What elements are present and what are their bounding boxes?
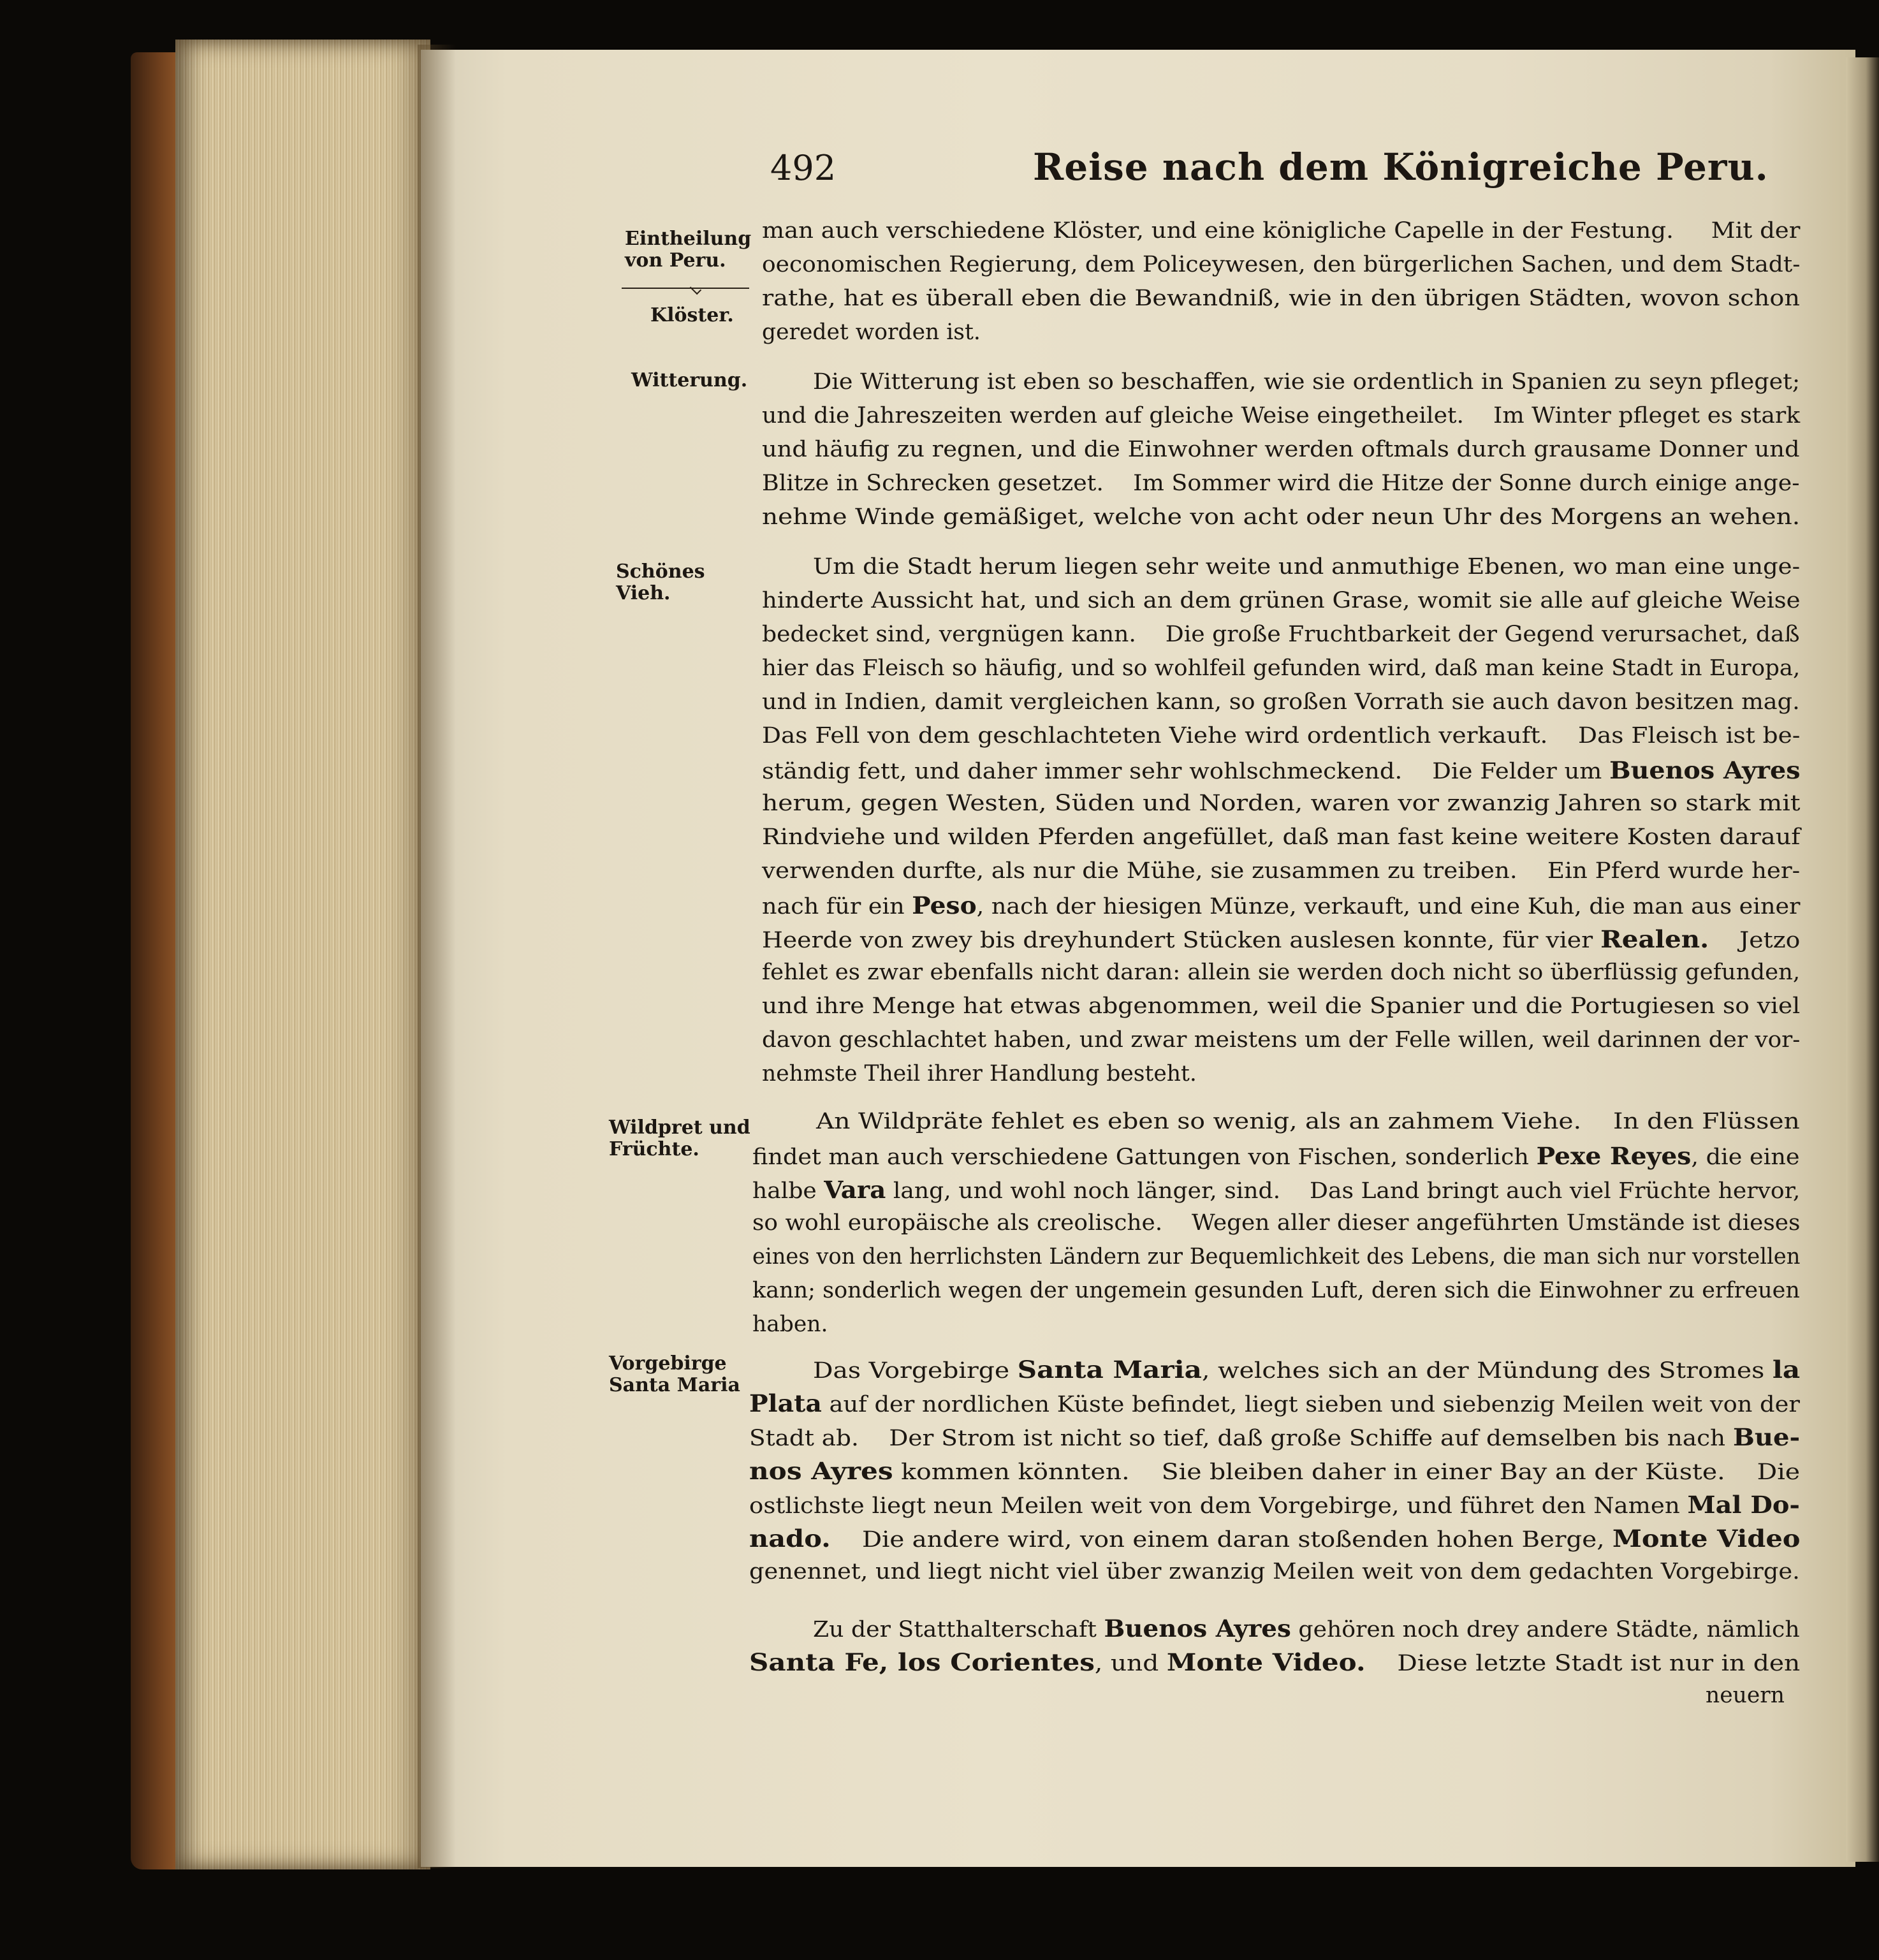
margin-note-schoenes-vieh: Schönes Vieh. bbox=[616, 560, 705, 604]
text-run: nehmste Theil ihrer Handlung besteht. bbox=[762, 1061, 1197, 1086]
running-title: Reise nach dem Königreiche Peru. bbox=[1033, 145, 1769, 189]
text-line bbox=[752, 1246, 1800, 1268]
text-run: findet man auch verschiedene Gattungen von Fischen, sonderlich bbox=[752, 1145, 1537, 1170]
text-run: bedecket sind, vergnügen kann. Die große Fruchtbarkeit der Gegend verursachet, daß bbox=[762, 622, 1800, 647]
page-edges bbox=[175, 40, 430, 1869]
emphasized-term: Mal Do- bbox=[1687, 1491, 1800, 1519]
margin-note-witterung: Witterung. bbox=[631, 369, 748, 391]
text-run: eines von den herrlichsten Ländern zur Bequemlichkeit des Lebens, die man sich nur vorstellen bbox=[752, 1244, 1801, 1269]
text-run: ostlichste liegt neun Meilen weit von dem Vorgebirge, und führet den Namen bbox=[749, 1493, 1688, 1519]
text-line bbox=[762, 220, 1800, 242]
text-run: gehören noch drey andere Städte, nämlich bbox=[1290, 1617, 1800, 1642]
text-line bbox=[749, 1527, 1801, 1551]
text-line bbox=[762, 506, 1800, 529]
text-run: kann; sonderlich wegen der ungemein gesunden Luft, deren sich die Einwohner zu erfreuen bbox=[752, 1278, 1800, 1303]
text-line bbox=[762, 657, 1800, 680]
text-line bbox=[749, 1493, 1800, 1518]
text-run: genennet, und liegt nicht viel über zwanzig Meilen weit von dem gedachten Vorgebirge. bbox=[749, 1559, 1800, 1584]
text-run: und die Jahreszeiten werden auf gleiche Weise eingetheilet. Im Winter pfleget es stark bbox=[762, 403, 1801, 428]
text-run: rathe, hat es überall eben die Bewandniß, wie in den übrigen Städten, wovon schon bbox=[762, 286, 1800, 311]
text-run: fehlet es zwar ebenfalls nicht daran: allein sie werden doch nicht so überflüssig gefunden, bbox=[762, 960, 1801, 985]
text-line bbox=[749, 1459, 1800, 1484]
text-run: haben. bbox=[752, 1312, 828, 1337]
text-run: geredet worden ist. bbox=[762, 319, 981, 345]
text-line bbox=[816, 1111, 1800, 1133]
text-run: und ihre Menge hat etwas abgenommen, weil die Spanier und die Portugiesen so viel bbox=[762, 993, 1801, 1019]
emphasized-term: la bbox=[1772, 1356, 1801, 1384]
emphasized-term: Buenos Ayres bbox=[1104, 1614, 1291, 1642]
text-run: man auch verschiedene Klöster, und eine königliche Capelle in der Festung. Mit der bbox=[762, 218, 1801, 244]
emphasized-term: nado. bbox=[749, 1525, 831, 1553]
text-line bbox=[749, 1561, 1800, 1583]
text-line bbox=[752, 1280, 1800, 1302]
text-run: und in Indien, damit vergleichen kann, so großen Vorrath sie auch davon besitzen mag. bbox=[762, 689, 1800, 715]
text-line bbox=[762, 891, 1801, 919]
text-line bbox=[762, 756, 1801, 784]
text-line bbox=[762, 321, 981, 344]
gutter-shadow bbox=[418, 45, 456, 1868]
emphasized-term: Pexe Reyes bbox=[1536, 1142, 1692, 1170]
text-run: Um die Stadt herum liegen sehr weite und anmuthige Ebenen, wo man eine unge- bbox=[813, 554, 1801, 580]
text-line bbox=[813, 371, 1800, 393]
page-number: 492 bbox=[770, 148, 837, 188]
text-run: halbe bbox=[752, 1178, 824, 1204]
emphasized-term: Peso bbox=[912, 891, 977, 919]
text-run: , die eine bbox=[1691, 1145, 1800, 1170]
text-run: auf der nordlichen Küste befindet, liegt sieben und siebenzig Meilen weit von der bbox=[821, 1392, 1800, 1417]
text-line bbox=[762, 254, 1800, 276]
text-line bbox=[762, 725, 1800, 747]
text-line bbox=[762, 439, 1800, 461]
text-run: Jetzo bbox=[1709, 928, 1801, 953]
emphasized-term: Santa Fe, los Corientes bbox=[749, 1648, 1095, 1676]
emphasized-term: Buenos Ayres bbox=[1609, 756, 1801, 784]
margin-note-wildpret: Wildpret und Früchte. bbox=[609, 1116, 750, 1160]
text-run: , und bbox=[1094, 1651, 1167, 1676]
text-line bbox=[762, 288, 1800, 310]
text-run: davon geschlachtet haben, und zwar meistens um der Felle willen, weil darinnen der vor- bbox=[762, 1027, 1801, 1053]
text-line bbox=[762, 691, 1800, 713]
facing-page-edge bbox=[1846, 57, 1879, 1862]
text-run: lang, und wohl noch länger, sind. Das Land bringt auch viel Früchte hervor, bbox=[886, 1178, 1801, 1204]
text-line bbox=[813, 1614, 1800, 1642]
emphasized-term: Bue- bbox=[1733, 1423, 1801, 1451]
text-run: Das Vorgebirge bbox=[813, 1358, 1018, 1384]
text-line bbox=[762, 405, 1800, 427]
text-run: kommen könnten. Sie bleiben daher in einer Bay an der Küste. Die bbox=[893, 1459, 1801, 1485]
text-run: nach für ein bbox=[762, 894, 912, 919]
margin-note-vorgebirge: Vorgebirge Santa Maria bbox=[609, 1352, 740, 1396]
text-run: Rindviehe und wilden Pferden angefüllet, daß man fast keine weitere Kosten darauf bbox=[762, 824, 1801, 850]
emphasized-term: nos Ayres bbox=[749, 1457, 893, 1485]
margin-note-eintheilung: Eintheilung von Peru. bbox=[625, 228, 752, 272]
book-page bbox=[421, 50, 1855, 1867]
text-run: Zu der Statthalterschaft bbox=[813, 1617, 1104, 1642]
emphasized-term: Plata bbox=[749, 1389, 822, 1417]
text-run: oeconomischen Regierung, dem Policeywesen, den bürgerlichen Sachen, und dem Stadt- bbox=[762, 252, 1801, 277]
text-run: Die andere wird, von einem daran stoßenden hohen Berge, bbox=[830, 1527, 1612, 1553]
emphasized-term: Santa Maria bbox=[1017, 1356, 1202, 1384]
text-run: Heerde von zwey bis dreyhundert Stücken auslesen konnte, für vier bbox=[762, 928, 1601, 953]
text-run: so wohl europäische als creolische. Wegen aller dieser angeführten Umstände ist dieses bbox=[752, 1210, 1801, 1236]
margin-brace-line bbox=[622, 288, 749, 289]
emphasized-term: Monte Video. bbox=[1166, 1648, 1366, 1676]
text-run: Blitze in Schrecken gesetzet. Im Sommer wird die Hitze der Sonne durch einige ange- bbox=[762, 471, 1800, 496]
emphasized-term: Monte Video bbox=[1612, 1525, 1801, 1553]
text-line bbox=[752, 1142, 1800, 1170]
text-line bbox=[813, 556, 1800, 578]
text-line bbox=[749, 1389, 1800, 1417]
text-run: An Wildpräte fehlet es eben so wenig, als an zahmem Viehe. In den Flüssen bbox=[816, 1109, 1800, 1134]
text-line bbox=[762, 962, 1800, 984]
text-line bbox=[762, 590, 1801, 612]
text-run: , nach der hiesigen Münze, verkauft, und eine Kuh, die man aus einer bbox=[976, 894, 1801, 919]
text-run: ständig fett, und daher immer sehr wohlschmeckend. Die Felder um bbox=[762, 759, 1610, 784]
text-run: Die Witterung ist eben so beschaffen, wie sie ordentlich in Spanien zu seyn pfleget; bbox=[813, 369, 1801, 395]
text-run: und häufig zu regnen, und die Einwohner werden oftmals durch grausame Donner und bbox=[762, 437, 1800, 462]
text-run: , welches sich an der Mündung des Stromes bbox=[1201, 1358, 1773, 1384]
text-run: Stadt ab. Der Strom ist nicht so tief, daß große Schiffe auf demselben bis nach bbox=[749, 1426, 1734, 1451]
text-line bbox=[762, 624, 1800, 646]
text-line bbox=[762, 860, 1800, 882]
emphasized-term: Realen. bbox=[1600, 925, 1709, 953]
text-run: Das Fell von dem geschlachteten Viehe wird ordentlich verkauft. Das Fleisch ist be- bbox=[762, 723, 1801, 749]
text-run: hier das Fleisch so häufig, und so wohlfeil gefunden wird, daß man keine Stadt in Europa, bbox=[762, 655, 1801, 681]
text-line bbox=[762, 826, 1800, 849]
text-run: herum, gegen Westen, Süden und Norden, waren vor zwanzig Jahren so stark mit bbox=[762, 791, 1801, 816]
text-run: hinderte Aussicht hat, und sich an dem grünen Grase, womit sie alle auf gleiche Weise bbox=[762, 588, 1801, 613]
text-line bbox=[762, 1063, 1197, 1085]
text-line bbox=[813, 1358, 1800, 1382]
text-line bbox=[762, 995, 1800, 1018]
text-line bbox=[762, 1029, 1800, 1051]
text-run: verwenden durfte, als nur die Mühe, sie zusammen zu treiben. Ein Pferd wurde her- bbox=[762, 858, 1801, 884]
text-line bbox=[752, 1178, 1800, 1203]
catchword bbox=[1706, 1685, 1785, 1707]
text-line bbox=[749, 1423, 1801, 1451]
text-run: nehme Winde gemäßiget, welche von acht oder neun Uhr des Morgens an wehen. bbox=[762, 504, 1801, 530]
text-run: Diese letzte Stadt ist nur in den bbox=[1365, 1651, 1801, 1676]
margin-note-kloester: Klöster. bbox=[650, 304, 734, 326]
text-line bbox=[762, 472, 1800, 495]
emphasized-term: Vara bbox=[824, 1176, 886, 1204]
text-line bbox=[762, 793, 1801, 815]
text-line bbox=[752, 1313, 828, 1336]
text-run: neuern bbox=[1706, 1683, 1785, 1708]
text-line bbox=[752, 1212, 1800, 1234]
text-line bbox=[749, 1648, 1801, 1676]
text-line bbox=[762, 925, 1801, 953]
